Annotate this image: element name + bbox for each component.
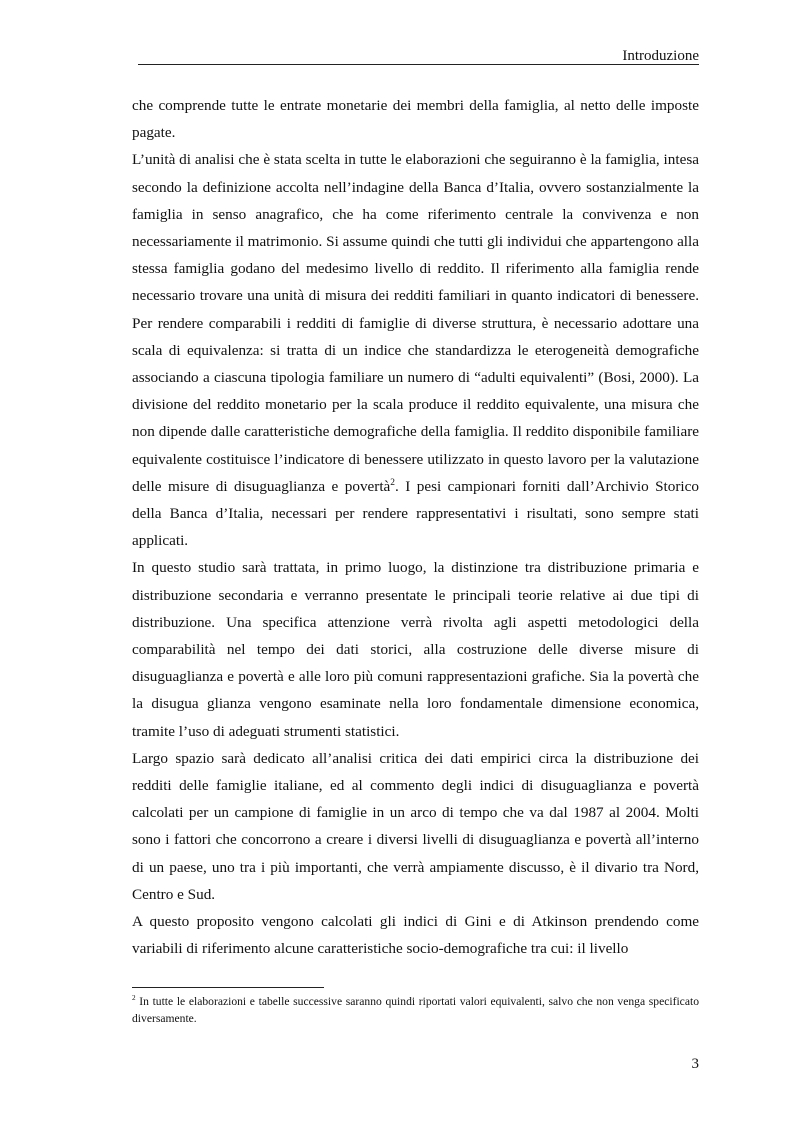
body-text	[132, 92, 699, 963]
paragraph-2-text: L’unità di analisi che è stata scelta in tutte le elaborazioni che seguiranno è la famiglia, intesa secondo la definizione accolta nell’indagine della Banca d’Italia, ovvero sostanzialmente la famiglia in senso anagrafico, che ha come riferimento centrale la convivenza e non necessariamente il matrimonio. Si assume quindi che tutti gli individui che appartengono alla stessa famiglia godano del medesimo livello di reddito. Il riferimento alla famiglia rende necessario trovare una unità di misura dei redditi familiari in quanto indicatori di benessere. Per rendere comparabili i redditi di famiglie di diverse struttura, è necessario adottare una scala di equivalenza: si tratta di un indice che standardizza le eterogeneità demografiche associando a ciascuna tipologia familiare un numero di “adulti equivalenti” (Bosi, 2000). La divisione del reddito monetario per la scala produce il reddito equivalente, una misura che non dipende dalle caratteristiche demografiche della famiglia. Il reddito disponibile familiare equivalente costituisce l’indicatore di benessere utilizzato in questo lavoro per la valutazione delle misure di disuguaglianza e povertà	[132, 151, 699, 495]
footnote-reference[interactable]: 2	[390, 477, 395, 488]
paragraph-2-tail: . I pesi campionari forniti dall’Archivio Storico della Banca d’Italia, necessari per rendere rappresentativi i risultati, sono sempre stati applicati.	[132, 477, 699, 550]
footnote	[132, 993, 699, 1027]
paragraph-2	[132, 146, 699, 554]
page-number: 3	[691, 1056, 699, 1072]
paragraph-1: che comprende tutte le entrate monetarie dei membri della famiglia, al netto delle imposte pagate.	[132, 97, 699, 142]
footnote-text: In tutte le elaborazioni e tabelle successive saranno quindi riportati valori equivalenti, salvo che non venga specificato diversamente.	[132, 995, 699, 1025]
running-header-title: Introduzione	[622, 48, 699, 64]
footnote-marker: 2	[132, 994, 136, 1003]
footnote-separator	[132, 987, 324, 988]
paragraph-3: In questo studio sarà trattata, in primo luogo, la distinzione tra distribuzione primaria e distribuzione secondaria e verranno presentate le principali teorie relative ai due tipi di distribuzione. Una specifica attenzione verrà rivolta agli aspetti metodologici della comparabilità nel tempo dei dati storici, alla costruzione delle diverse misure di disuguaglianza e povertà e alle loro più comuni rappresentazioni grafiche. Sia la povertà che la disugua glianza vengono esaminate nella loro fondamentale dimensione economica, tramite l’uso di adeguati strumenti statistici.	[132, 559, 699, 740]
paragraph-5: A questo proposito vengono calcolati gli indici di Gini e di Atkinson prendendo come variabili di riferimento alcune caratteristiche socio-demografiche tra cui: il livello	[132, 913, 699, 958]
paragraph-4: Largo spazio sarà dedicato all’analisi critica dei dati empirici circa la distribuzione dei redditi delle famiglie italiane, ed al commento degli indici di disuguaglianza e povertà calcolati per un campione di famiglie in un arco di tempo che va dal 1987 al 2004. Molti sono i fattori che concorrono a creare i diversi livelli di disuguaglianza e povertà all’interno di un paese, uno tra i più importanti, che verrà ampiamente discusso, è il divario tra Nord, Centro e Sud.	[132, 749, 699, 903]
header-rule	[138, 64, 699, 65]
